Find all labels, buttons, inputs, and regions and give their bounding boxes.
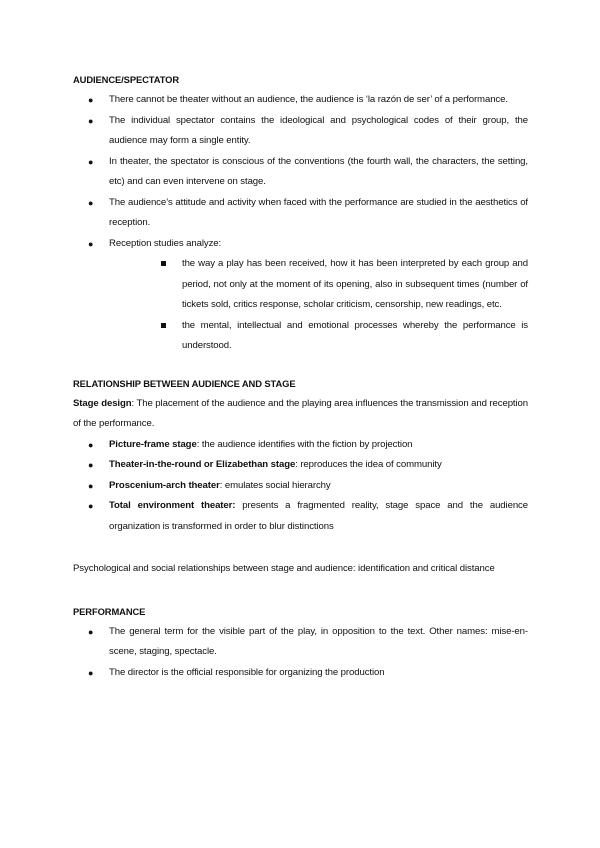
audience-bullet-list bbox=[73, 90, 528, 254]
list-item: the mental, intellectual and emotional processes whereby the performance is understood. bbox=[73, 316, 528, 357]
list-item: ● In theater, the spectator is conscious of the conventions (the fourth wall, the characters, the setting, etc) and can even intervene on stage. bbox=[73, 152, 528, 193]
bullet-icon: ● bbox=[88, 667, 94, 678]
performance-bullet-list bbox=[73, 622, 528, 684]
list-item: ● Theater-in-the-round or Elizabethan stage: reproduces the idea of community bbox=[73, 455, 528, 476]
heading-performance: PERFORMANCE bbox=[73, 605, 146, 617]
stage-design-paragraph: Stage design: The placement of the audience and the playing area influences the transmission and reception of the performance. bbox=[73, 397, 528, 429]
document-page bbox=[73, 70, 528, 683]
bullet-icon: ● bbox=[88, 626, 94, 637]
bullet-icon: ● bbox=[88, 156, 94, 167]
bullet-icon: ● bbox=[88, 238, 94, 249]
bullet-icon: ● bbox=[88, 501, 94, 511]
square-bullet-icon bbox=[161, 323, 166, 328]
heading-audience-spectator: AUDIENCE/SPECTATOR bbox=[73, 74, 180, 85]
list-item: ● Reception studies analyze: bbox=[73, 234, 528, 255]
bullet-icon: ● bbox=[88, 95, 94, 105]
psychological-paragraph: Psychological and social relationships between stage and audience: identification and critical distance bbox=[73, 563, 495, 574]
bullet-icon: ● bbox=[88, 115, 94, 126]
stage-design-label: Stage design bbox=[73, 397, 132, 409]
list-item: ● Total environment theater: presents a fragmented reality, stage space and the audience organization is transformed in order to blur distinctions bbox=[73, 496, 528, 537]
list-item: ● The individual spectator contains the ideological and psychological codes of their group, the audience may form a single entity. bbox=[73, 111, 528, 152]
list-item: the way a play has been received, how it has been interpreted by each group and period, not only at the moment of its opening, also in subsequent times (number of tickets sold, critics response, scholar criticism, censorship, new readings, etc. bbox=[73, 254, 528, 316]
list-item: ● There cannot be theater without an audience, the audience is ‘la razón de ser’ of a performance. bbox=[73, 90, 528, 111]
list-item: ● The audience’s attitude and activity when faced with the performance are studied in the aesthetics of reception. bbox=[73, 193, 528, 234]
square-bullet-icon bbox=[161, 261, 166, 266]
bullet-icon: ● bbox=[88, 460, 94, 470]
list-item: ● Picture-frame stage: the audience identifies with the fiction by projection bbox=[73, 435, 528, 456]
stage-types-list bbox=[73, 435, 528, 538]
bullet-icon: ● bbox=[88, 197, 94, 208]
bullet-icon: ● bbox=[88, 480, 94, 491]
reception-subbullet-list bbox=[73, 254, 528, 357]
list-item: ● Proscenium-arch theater: emulates social hierarchy bbox=[73, 476, 528, 497]
list-item: ● The general term for the visible part of the play, in opposition to the text. Other names: mise-en- scene, staging, spectacle. bbox=[73, 622, 528, 663]
list-item: ● The director is the official responsible for organizing the production bbox=[73, 663, 528, 684]
heading-relationship: RELATIONSHIP BETWEEN AUDIENCE AND STAGE bbox=[73, 377, 296, 389]
bullet-icon: ● bbox=[88, 439, 94, 450]
